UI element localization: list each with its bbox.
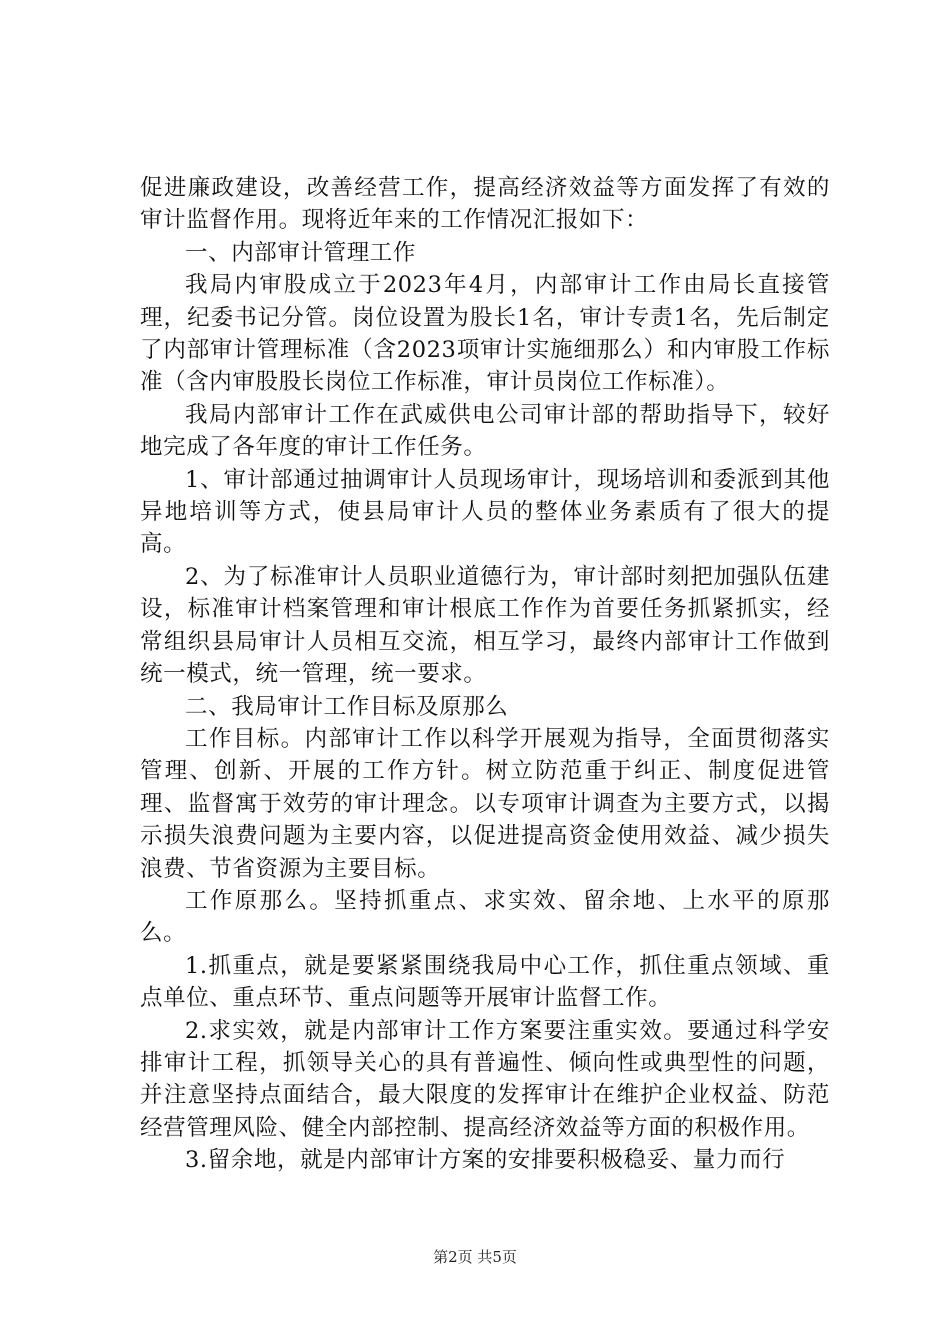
paragraph: 我局内审股成立于2023年4月，内部审计工作由局长直接管理，纪委书记分管。岗位设置为股长1名，审计专责1名，先后制定了内部审计管理标准（含2023项审计实施细那么）和内审股工作标准（含内审股股长岗位工作标准，审计员岗位工作标准）。 [140,272,830,396]
section-heading: 二、我局审计工作目标及原那么 [185,693,509,720]
paragraph: 2.求实效，就是内部审计工作方案要注重实效。要通过科学安排审计工程，抓领导关心的具有普遍性、倾向性或典型性的问题，并注意坚持点面结合，最大限度的发挥审计在维护企业权益、防范经营管理风险、健全内部控制、提高经济效益等方面的积极作用。 [140,1017,830,1141]
paragraph: 我局内部审计工作在武威供电公司审计部的帮助指导下，较好地完成了各年度的审计工作任务。 [140,401,830,461]
paragraph: 1、审计部通过抽调审计人员现场审计，现场培训和委派到其他异地培训等方式，使县局审计人员的整体业务素质有了很大的提高。 [140,466,830,558]
page-footer: 第2页 共5页 [433,1248,517,1266]
paragraph: 工作目标。内部审计工作以科学开展观为指导，全面贯彻落实管理、创新、开展的工作方针。树立防范重于纠正、制度促进管理、监督寓于效劳的审计理念。以专项审计调查为主要方式，以揭示损失浪费问题为主要内容，以促进提高资金使用效益、减少损失浪费、节省资源为主要目标。 [140,725,830,882]
paragraph: 2、为了标准审计人员职业道德行为，审计部时刻把加强队伍建设，标准审计档案管理和审计根底工作作为首要任务抓紧抓实，经常组织县局审计人员相互交流，相互学习，最终内部审计工作做到统一模式，统一管理，统一要求。 [140,563,830,688]
paragraph: 1.抓重点，就是要紧紧围绕我局中心工作，抓住重点领域、重点单位、重点环节、重点问题等开展审计监督工作。 [140,952,830,1012]
paragraph: 促进廉政建设，改善经营工作，提高经济效益等方面发挥了有效的审计监督作用。现将近年来的工作情况汇报如下： [140,175,830,234]
paragraph: 3.留余地，就是内部审计方案的安排要积极稳妥、量力而行 [185,1147,786,1174]
document-body [140,172,830,1177]
paragraph: 工作原那么。坚持抓重点、求实效、留余地、上水平的原那么。 [140,887,830,947]
section-heading: 一、内部审计管理工作 [185,239,417,266]
